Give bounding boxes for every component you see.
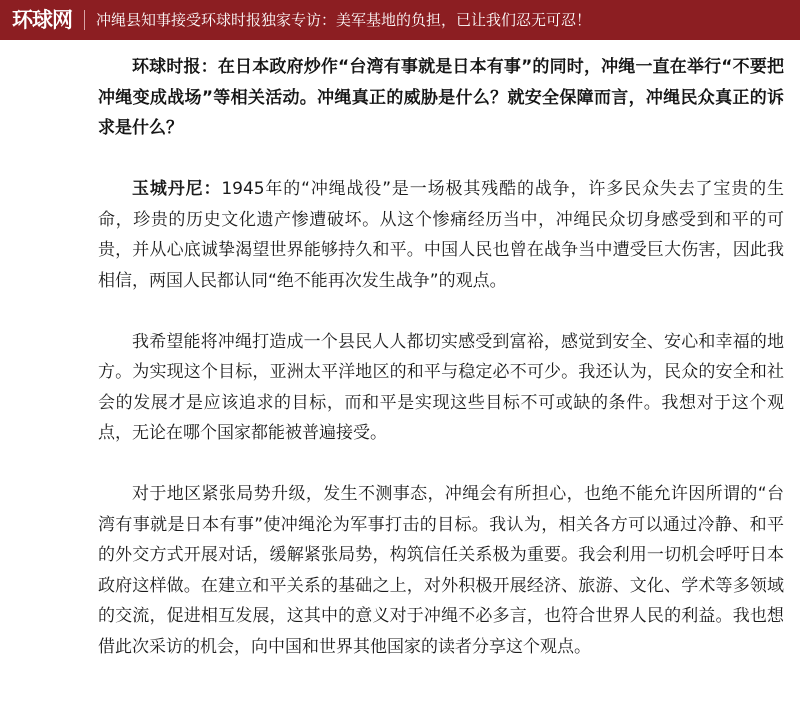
interview-answer (98, 174, 784, 296)
top-bar (0, 0, 800, 40)
article-headline: 冲绳县知事接受环球时报独家专访：美军基地的负担，已让我们忍无可忍！ (96, 11, 592, 29)
interview-question: 环球时报：在日本政府炒作“台湾有事就是日本有事”的同时，冲绳一直在举行“不要把冲绳变成战场”等相关活动。冲绳真正的威胁是什么？就安全保障而言，冲绳民众真正的诉求是什么？ (98, 57, 784, 138)
article-body (98, 52, 784, 693)
answer-paragraph-3: 对于地区紧张局势升级，发生不测事态，冲绳会有所担心，也绝不能允许因所谓的“台湾有事就是日本有事”使冲绳沦为军事打击的目标。我认为，相关各方可以通过冷静、和平的外交方式开展对话，缓解紧张局势，构筑信任关系极为重要。我会利用一切机会呼吁日本政府这样做。在建立和平关系的基础之上，对外积极开展经济、旅游、文化、学术等多领域的交流，促进相互发展，这其中的意义对于冲绳不必多言，也符合世界人民的利益。我也想借此次采访的机会，向中国和世界其他国家的读者分享这个观点。 (98, 484, 784, 657)
site-logo[interactable]: 环球网 (12, 7, 72, 32)
answer-speaker: 玉城丹尼： (132, 179, 222, 199)
answer-paragraph-2: 我希望能将冲绳打造成一个县民人人都切实感受到富裕，感觉到安全、安心和幸福的地方。为实现这个目标，亚洲太平洋地区的和平与稳定必不可少。我还认为，民众的安全和社会的发展才是应该追求的目标，而和平是实现这些目标不可或缺的条件。我想对于这个观点，无论在哪个国家都能被普遍接受。 (98, 331, 784, 443)
header-divider (84, 10, 85, 30)
answer-text: 1945年的“冲绳战役”是一场极其残酷的战争，许多民众失去了宝贵的生命，珍贵的历史文化遗产惨遭破坏。从这个惨痛经历当中，冲绳民众切身感受到和平的可贵，并从心底诚挚渴望世界能够持久和平。中国人民也曾在战争当中遭受巨大伤害，因此我相信，两国人民都认同“绝不能再次发生战争”的观点。 (98, 179, 784, 291)
